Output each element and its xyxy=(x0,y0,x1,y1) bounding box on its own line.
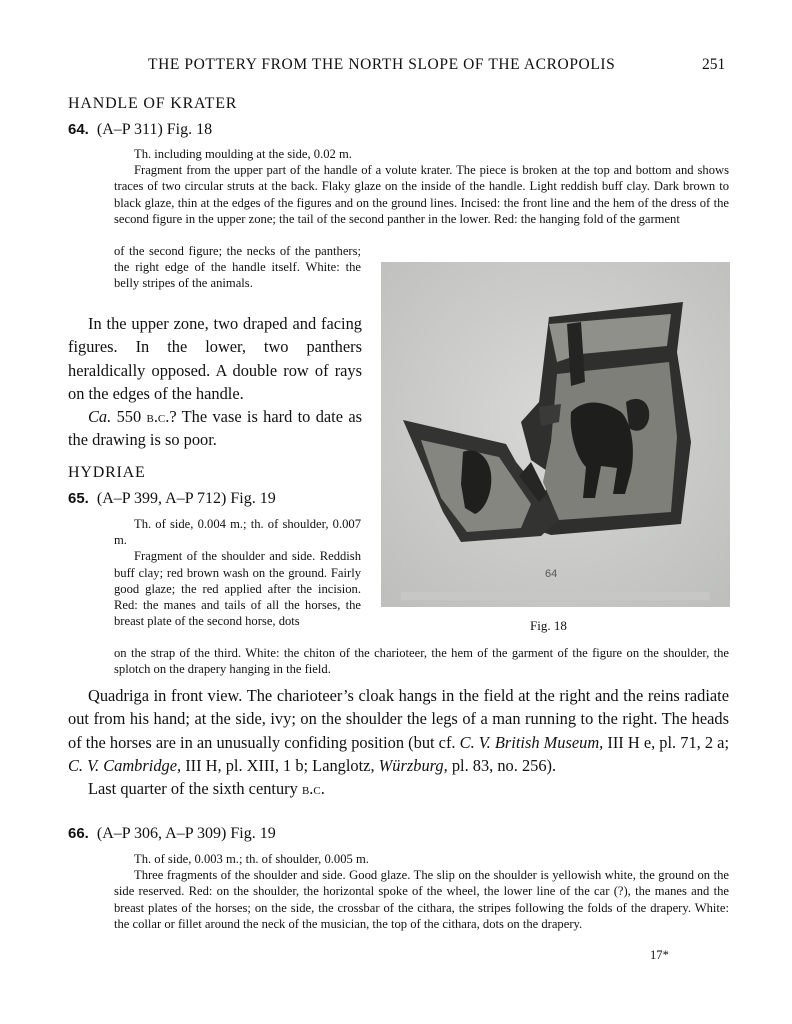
entry-65-date: Last quarter of the sixth century b.c. xyxy=(88,779,325,799)
section-heading-krater: HANDLE OF KRATER xyxy=(68,95,238,112)
page-number: 251 xyxy=(702,56,726,73)
running-title: THE POTTERY FROM THE NORTH SLOPE OF THE ACROPOLIS xyxy=(148,56,616,73)
entry-64-fabric: Fragment from the upper part of the handle of a volute krater. The piece is broken at the top and bottom and shows traces of two circular struts at the back. Flaky glaze on the inside of the handle. Light reddish buff clay. Dark brown to black glaze, thin at the edges of the figures and on the ground lines. Incised: the front line and the hem of the dress of the second figure in the upper zone; the tail of the second panther in the lower. Red: the hanging fold of the garment xyxy=(114,163,729,226)
entry-64-dimensions: Th. including moulding at the side, 0.02 m. xyxy=(134,147,352,161)
entry-65-para: Quadriga in front view. The charioteer’s cloak hangs in the field at the right and the reins radiate out from his hand; at the side, ivy; on the shoulder the legs of a man running to the right. The heads of the horses are in an unusually confiding position (but cf. C. V. British Museum, III H e, pl. 71, 2 a; C. V. Cambridge, III H, pl. XIII, 1 b; Langlotz, Würzburg, pl. 83, no. 256). xyxy=(68,686,730,775)
entry-65-fabric: Fragment of the shoulder and side. Reddish buff clay; red brown wash on the ground. Fairly good glaze; the red applied after the incision. Red: the manes and tails of all the horses, the breast plate of the second horse, dots xyxy=(114,549,361,629)
section-heading-hydriae: HYDRIAE xyxy=(68,464,146,481)
entry-65-discussion xyxy=(68,684,729,800)
sherd-label: 64 xyxy=(545,568,558,580)
entry-64-description-narrow: of the second figure; the necks of the panthers; the right edge of the handle itself. White: the belly stripes of the animals. xyxy=(114,244,361,291)
entry-65-heading xyxy=(68,490,276,508)
entry-65-description-full: on the strap of the third. White: the chiton of the charioteer, the hem of the garment of the figure on the shoulder, the splotch on the drapery hanging in the field. xyxy=(114,646,729,677)
krater-handle-sherd-image xyxy=(381,262,730,607)
entry-65-description-narrow xyxy=(114,516,361,629)
entry-ref: (A–P 311) Fig. 18 xyxy=(96,121,213,138)
signature-mark: 17* xyxy=(650,948,669,962)
entry-66-fabric: Three fragments of the shoulder and side. Good glaze. The slip on the shoulder is yellowish white, the ground on the side reserved. Red: on the shoulder, the horizontal spoke of the wheel, the lower line of the car (?), the manes and the breast plates of the horses; on the side, the crossbar of the cithara, the stripes following the folds of the drapery. White: the collar or fillet around the neck of the musician, the top of the cithara, dots on the drapery. xyxy=(114,868,729,931)
entry-ref: (A–P 399, A–P 712) Fig. 19 xyxy=(96,490,276,507)
entry-64-para: In the upper zone, two draped and facing figures. In the lower, two panthers heraldically opposed. A double row of rays on the edges of the handle. xyxy=(68,314,362,403)
entry-66-heading xyxy=(68,825,276,843)
entry-66-description xyxy=(114,851,729,932)
figure-caption: Fig. 18 xyxy=(530,618,567,633)
entry-65-dimensions: Th. of side, 0.004 m.; th. of shoulder, 0.007 m. xyxy=(114,517,361,548)
entry-number: 66. xyxy=(68,825,89,842)
entry-number: 64. xyxy=(68,121,89,138)
entry-ref: (A–P 306, A–P 309) Fig. 19 xyxy=(96,825,276,842)
entry-64-heading xyxy=(68,121,212,139)
entry-number: 65. xyxy=(68,490,89,507)
entry-64-date: Ca. 550 b.c.? The vase is hard to date as the drawing is so poor. xyxy=(68,407,362,450)
figure-18-photo xyxy=(381,262,730,607)
entry-66-dimensions: Th. of side, 0.003 m.; th. of shoulder, 0.005 m. xyxy=(134,852,369,866)
entry-64-description xyxy=(114,146,729,227)
entry-64-discussion xyxy=(68,312,362,452)
